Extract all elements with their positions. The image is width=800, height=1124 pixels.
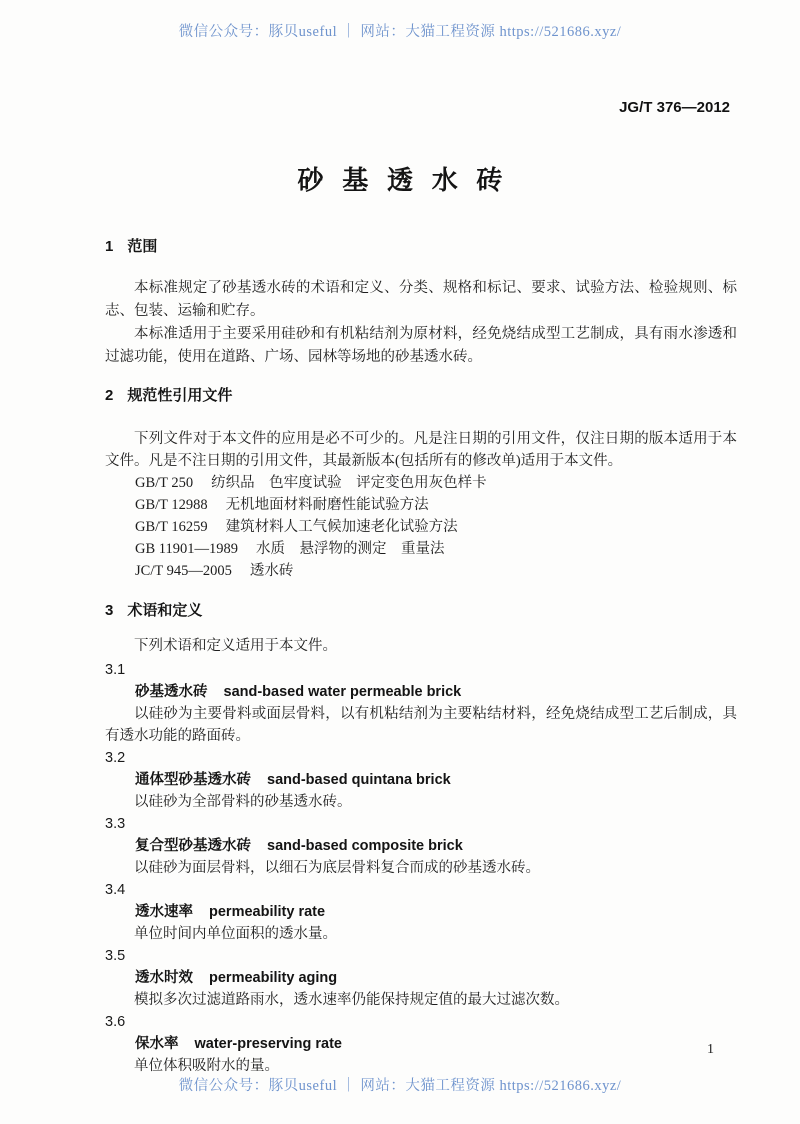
reference-code: GB 11901—1989 [135,541,238,557]
term-definition: 模拟多次过滤道路雨水，透水速率仍能保持规定值的最大过滤次数。 [134,992,569,1008]
section-3-heading [105,600,737,622]
reference-code: GB/T 12988 [135,497,208,513]
term-name-en: sand-based water permeable brick [223,684,462,700]
section-1-paragraph-2: 本标准适用于主要采用硅砂和有机粘结剂为原材料，经免烧结成型工艺制成，具有雨水渗透和过滤功能，使用在道路、广场、园林等场地的砂基透水砖。 [105,326,737,365]
terms-and-definitions [105,659,737,1077]
section-1-paragraph-1: 本标准规定了砂基透水砖的术语和定义、分类、规格和标记、要求、试验方法、检验规则、标志、包装、运输和贮存。 [105,280,737,319]
reference-item [105,494,737,516]
section-3-intro: 下列术语和定义适用于本文件。 [134,638,337,654]
term-definition: 单位时间内单位面积的透水量。 [134,926,337,942]
term-name-en: permeability rate [209,904,326,920]
term-name-zh: 透水时效 [135,970,193,986]
term-number: 3.2 [105,750,126,766]
section-2-paragraph-1: 下列文件对于本文件的应用是必不可少的。凡是注日期的引用文件，仅注日期的版本适用于本文件。凡是不注日期的引用文件，其最新版本(包括所有的修改单)适用于本文件。 [105,431,737,469]
term-3-4 [105,879,737,945]
section-1-number: 1 [105,238,114,255]
term-3-2 [105,747,737,813]
term-name [105,769,737,791]
term-definition: 单位体积吸附水的量。 [134,1058,279,1074]
term-number: 3.4 [105,882,126,898]
watermark-header: 微信公众号：豚贝useful ｜ 网站：大猫工程资源 https://521686.xyz/ [178,24,622,40]
reference-item [105,538,737,560]
section-2-number: 2 [105,387,114,404]
section-1-heading [105,236,737,258]
reference-title: 水质 悬浮物的测定 重量法 [255,541,445,557]
page-number: 1 [707,1042,714,1057]
term-name-zh: 复合型砂基透水砖 [135,838,251,854]
section-3-title: 术语和定义 [127,602,203,619]
term-number: 3.6 [105,1014,126,1030]
reference-item [105,472,737,494]
reference-title: 透水砖 [249,563,294,579]
section-2-title: 规范性引用文件 [127,387,233,404]
reference-title: 建筑材料人工气候加速老化试验方法 [225,519,458,535]
term-name-en: water-preserving rate [194,1036,342,1052]
term-number: 3.3 [105,816,126,832]
term-name-en: permeability aging [209,970,338,986]
section-2-heading [105,385,737,407]
term-3-6 [105,1011,737,1077]
standard-code: JG/T 376—2012 [619,99,730,116]
section-3-number: 3 [105,602,114,619]
term-name-zh: 通体型砂基透水砖 [135,772,251,788]
term-3-1 [105,659,737,747]
term-name [105,1033,737,1055]
term-3-3 [105,813,737,879]
term-name [105,681,737,703]
term-name [105,901,737,923]
normative-references-list [105,472,737,582]
reference-code: JC/T 945—2005 [135,563,232,579]
reference-item [105,516,737,538]
term-3-5 [105,945,737,1011]
reference-code: GB/T 16259 [135,519,208,535]
term-name-zh: 透水速率 [135,904,193,920]
reference-code: GB/T 250 [135,475,194,491]
reference-title: 纺织品 色牢度试验 评定变色用灰色样卡 [211,475,487,491]
term-name-en: sand-based quintana brick [267,772,451,788]
reference-title: 无机地面材料耐磨性能试验方法 [225,497,429,513]
term-number: 3.5 [105,948,126,964]
document-title: 砂基透水砖 [297,165,522,195]
term-definition: 以硅砂为全部骨料的砂基透水砖。 [134,794,352,810]
section-1-title: 范围 [127,238,158,255]
term-definition: 以硅砂为面层骨料，以细石为底层骨料复合而成的砂基透水砖。 [134,860,540,876]
term-number: 3.1 [105,662,126,678]
term-definition: 以硅砂为主要骨料或面层骨料，以有机粘结剂为主要粘结材料，经免烧结成型工艺后制成，具有透水功能的路面砖。 [105,706,737,744]
term-name-en: sand-based composite brick [267,838,463,854]
reference-item [105,560,737,582]
term-name-zh: 保水率 [135,1036,179,1052]
term-name [105,967,737,989]
term-name-zh: 砂基透水砖 [135,684,208,700]
watermark-footer: 微信公众号：豚贝useful ｜ 网站：大猫工程资源 https://521686.xyz/ [178,1078,622,1094]
term-name [105,835,737,857]
document-body [105,230,737,1077]
